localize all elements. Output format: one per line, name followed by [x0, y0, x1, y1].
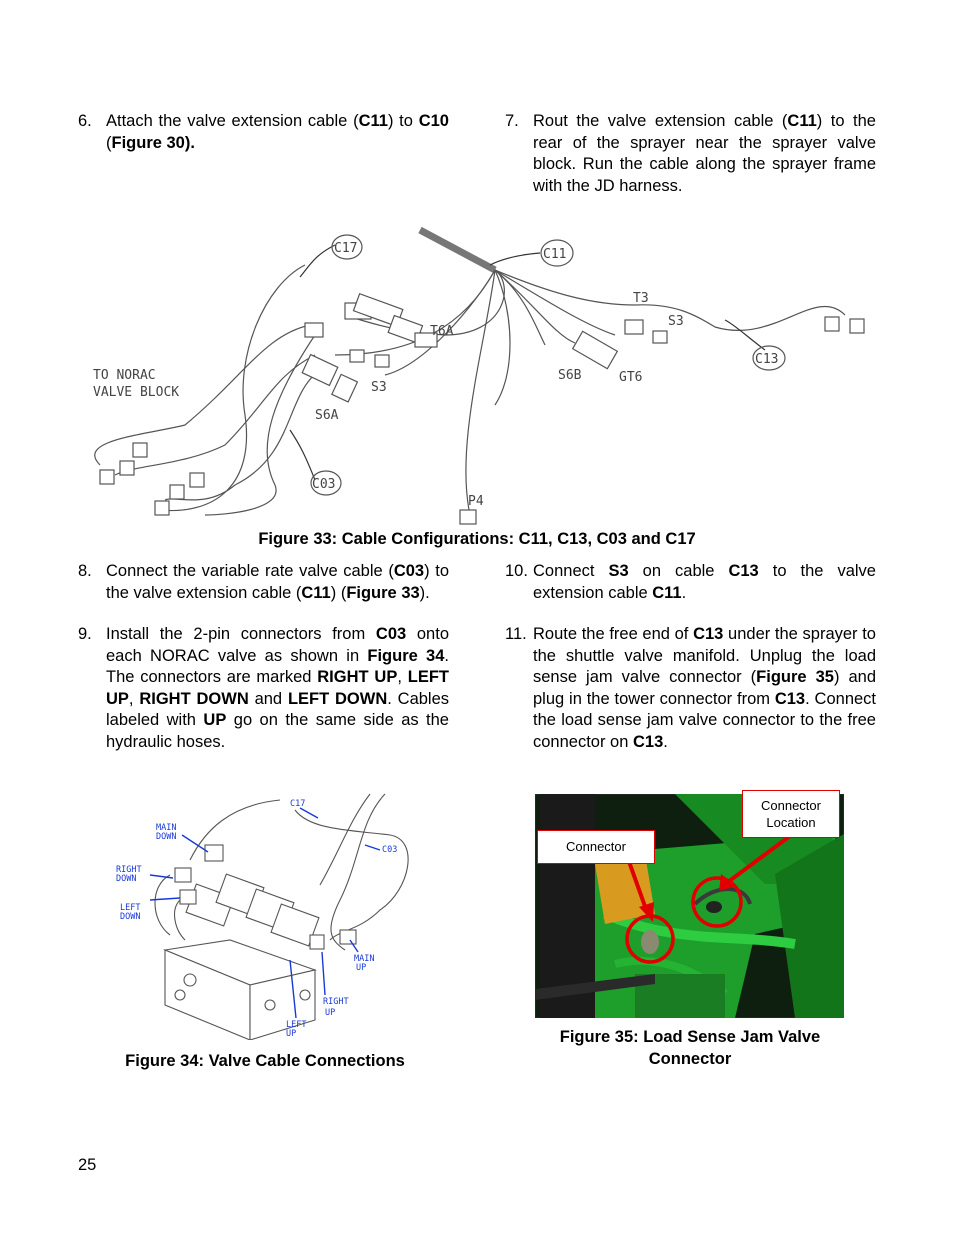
- label-valve-block: VALVE BLOCK: [93, 385, 180, 400]
- label-s3-left: S3: [371, 380, 387, 395]
- left-column-middle: [78, 561, 449, 773]
- step-number: 6.: [78, 112, 92, 130]
- label-s6b: S6B: [558, 368, 582, 383]
- figure-35-caption-line1: Figure 35: Load Sense Jam Valve: [559, 1028, 821, 1046]
- label-main-down-1: MAIN: [156, 823, 177, 833]
- step-text: Connect S3 on cable C13 to the valve extension cable C11.: [533, 562, 876, 602]
- callout-connector: Connector: [537, 830, 655, 864]
- label-left-up-1: LEFT: [286, 1020, 307, 1030]
- label-c17: C17: [290, 799, 306, 809]
- step-11: [505, 624, 876, 753]
- step-text: Route the free end of C13 under the sprayer to the shuttle valve manifold. Unplug the load sense jam valve connector (Figure 35) and plug in the tower connector from C13. Connect the load sense jam valve connector to the free connector on C13.: [533, 625, 877, 751]
- step-9: [78, 624, 449, 753]
- label-right-up-1: RIGHT: [323, 997, 349, 1007]
- right-column-top: [505, 111, 876, 217]
- callout-connector-location: [742, 790, 840, 838]
- left-column-top: [78, 111, 449, 174]
- step-7: [505, 111, 876, 197]
- step-text: Rout the valve extension cable (C11) to the rear of the sprayer near the sprayer valve block. Run the cable along the sprayer frame with the JD harness.: [533, 112, 876, 195]
- step-6: [78, 111, 449, 154]
- step-number: 9.: [78, 625, 92, 643]
- figure-35-photo: [535, 794, 844, 1018]
- label-s3-right: S3: [668, 314, 684, 329]
- page-number: 25: [78, 1156, 97, 1174]
- label-right-down-2: DOWN: [116, 874, 137, 884]
- label-t6a: T6A: [430, 324, 454, 339]
- step-text: Install the 2-pin connectors from C03 onto each NORAC valve as shown in Figure 34. The connectors are marked RIGHT UP, LEFT UP, RIGHT DOWN and LEFT DOWN. Cables labeled with UP go on the same side as the hydraulic hoses.: [106, 625, 450, 751]
- label-gt6: GT6: [619, 370, 643, 385]
- label-main-down-2: DOWN: [156, 832, 177, 842]
- step-number: 10.: [505, 562, 528, 580]
- label-left-down-2: DOWN: [120, 912, 141, 922]
- figure-33-cable-diagram: [75, 225, 885, 530]
- label-p4: P4: [468, 494, 484, 509]
- figure-33-caption: Figure 33: Cable Configurations: C11, C13, C03 and C17: [258, 530, 696, 548]
- step-10: [505, 561, 876, 604]
- right-column-middle: [505, 561, 876, 773]
- label-c13: C13: [755, 352, 779, 367]
- label-left-up-2: UP: [286, 1029, 297, 1039]
- label-right-up-2: UP: [325, 1008, 336, 1018]
- figure-35-caption: [520, 1026, 860, 1070]
- label-main-up-1: MAIN: [354, 954, 375, 964]
- callout-location-line2: Location: [766, 815, 816, 830]
- label-s6a: S6A: [315, 408, 339, 423]
- figure-34-valve-diagram: [110, 790, 430, 1040]
- figure-34-caption: Figure 34: Valve Cable Connections: [125, 1052, 405, 1070]
- step-number: 7.: [505, 112, 519, 130]
- step-number: 11.: [505, 625, 527, 643]
- callout-location-line1: Connector: [761, 798, 821, 813]
- step-8: [78, 561, 449, 604]
- label-main-up-2: UP: [356, 963, 367, 973]
- figure-35-caption-line2: Connector: [648, 1050, 732, 1068]
- step-text: Connect the variable rate valve cable (C03) to the valve extension cable (C11) (Figure 33).: [106, 562, 449, 602]
- label-c11: C11: [543, 247, 567, 262]
- label-right-down-1: RIGHT: [116, 865, 142, 875]
- step-number: 8.: [78, 562, 92, 580]
- label-c17: C17: [334, 241, 358, 256]
- step-text: Attach the valve extension cable (C11) to C10 (Figure 30).: [106, 112, 449, 152]
- label-left-down-1: LEFT: [120, 903, 141, 913]
- label-to-norac: TO NORAC: [93, 368, 156, 383]
- label-c03: C03: [312, 477, 336, 492]
- label-t3: T3: [633, 291, 649, 306]
- label-c03: C03: [382, 845, 398, 855]
